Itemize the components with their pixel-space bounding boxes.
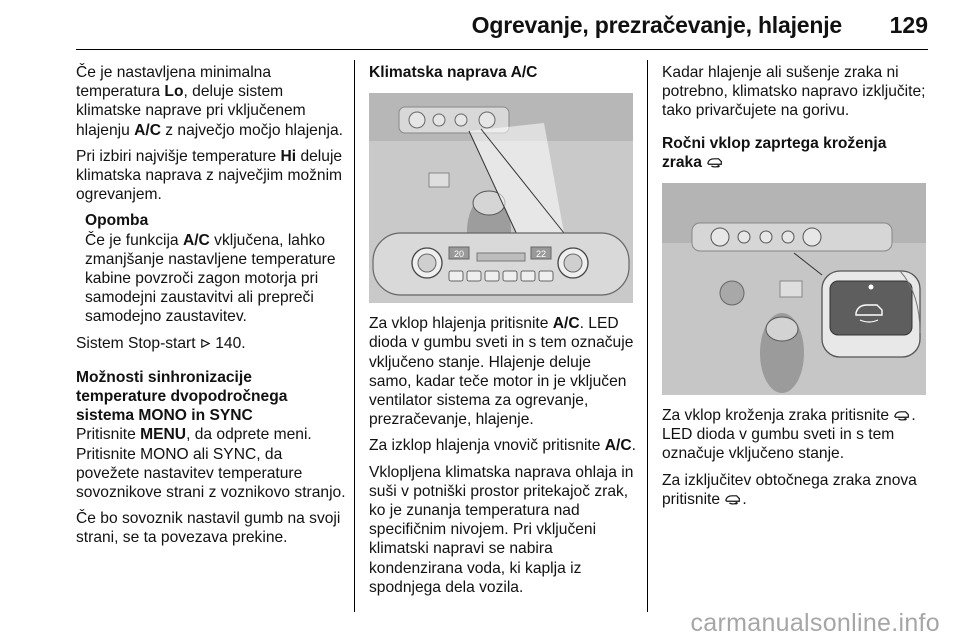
- section-heading-sync: Možnosti sinhronizacije temperature dvopodročnega sistema MONO in SYNC: [76, 368, 288, 425]
- paragraph-ac-off: [369, 436, 637, 455]
- text: Za vklop hlajenja pritisnite: [369, 315, 553, 333]
- text-ac: A/C: [134, 121, 161, 139]
- page-header: [0, 0, 960, 52]
- column-divider: [647, 60, 648, 612]
- text-ac: A/C: [552, 315, 580, 333]
- text: Sistem Stop-start: [76, 334, 200, 352]
- section-heading-recirculation: [662, 134, 930, 172]
- paragraph-menu: [76, 425, 346, 502]
- text-hi: Hi: [280, 147, 297, 165]
- page-number: 129: [889, 12, 928, 38]
- column-divider: [354, 60, 355, 612]
- paragraph-save-fuel: Kadar hlajenje ali sušenje zraka ni potrebno, klimatsko napravo izključite; tako privarčujete na gorivu.: [662, 64, 926, 120]
- right-temperature-display: 22: [535, 249, 547, 260]
- text: Za izključitev obtočnega zraka znova pritisnite: [662, 471, 917, 508]
- text-ac: A/C: [182, 231, 210, 249]
- column-3: [662, 63, 930, 516]
- column-1: [76, 63, 346, 555]
- text: , da odprete meni. Pritisnite MONO ali SYNC, da povežete nastavitev temperature sovoznikove strani z voznikovo stranjo.: [76, 426, 346, 502]
- text: Če je funkcija: [85, 231, 183, 249]
- text-lo: Lo: [164, 83, 184, 101]
- recirculation-icon: [706, 156, 724, 168]
- text: .: [742, 490, 747, 508]
- heading-text: Ročni vklop zaprtega kroženja zraka: [662, 134, 887, 171]
- text-page-ref: 140.: [210, 334, 246, 352]
- text: vključena, lahko zmanjšanje nastavljene temperature kabine povzroči zagon motorja pri samodejni zaustavitvi ali prepreči samodejno zaustavitev.: [85, 231, 336, 326]
- paragraph-min-temperature: [76, 63, 346, 140]
- climate-panel-illustration: [369, 93, 633, 303]
- text: Za vklop kroženja zraka pritisnite: [662, 407, 894, 425]
- text: Pri izbiri najvišje temperature: [76, 147, 281, 165]
- text: Za izklop hlajenja vnovič pritisnite: [369, 437, 605, 455]
- text-menu: MENU: [140, 426, 187, 444]
- text: . LED dioda v gumbu sveti in s tem označuje vključeno stanje.: [662, 407, 916, 463]
- column-2: [369, 63, 637, 604]
- recirculation-icon: [724, 493, 742, 505]
- paragraph-passenger: Če bo sovoznik nastavil gumb na svoji strani, se ta povezava prekine.: [76, 510, 341, 547]
- recirculation-button-illustration: [662, 183, 926, 395]
- note-title: Opomba: [85, 212, 149, 230]
- text: Če je nastavljena minimalna temperatura: [76, 64, 272, 101]
- paragraph-recirculation-off: [662, 471, 930, 509]
- paragraph-recirculation-on: [662, 406, 930, 464]
- left-temperature-display: 20: [453, 249, 465, 260]
- text: Pritisnite: [76, 426, 141, 444]
- text: deluje klimatska naprava z največjim možnim ogrevanjem.: [76, 147, 343, 204]
- text: .: [631, 437, 636, 455]
- note-block: [76, 211, 346, 326]
- page-title: Ogrevanje, prezračevanje, hlajenje: [471, 12, 842, 38]
- paragraph-ac-description: Vklopljena klimatska naprava ohlaja in suši v potniški prostor pritekajoč zrak, ko je zunanja temperatura nad specifičnim nivojem. Pri vključeni klimatski napravi se nabira kondenzirana voda, ki kaplja iz spodnjega dela vozila.: [369, 463, 634, 596]
- page-reference-arrow-icon: [200, 338, 211, 349]
- watermark: carmanualsonline.info: [690, 609, 940, 637]
- section-heading-ac: Klimatska naprava A/C: [369, 64, 538, 81]
- paragraph-ac-on: [369, 314, 637, 429]
- recirculation-icon: [893, 409, 911, 421]
- text: , deluje sistem klimatske naprave pri vključenem hlajenju: [76, 83, 306, 139]
- header-rule: [76, 49, 928, 50]
- text: z največjo močjo hlajenja.: [160, 121, 343, 139]
- paragraph-max-temperature: [76, 147, 346, 205]
- note-text: [85, 231, 346, 327]
- paragraph-stop-start-reference: [76, 334, 346, 353]
- text-ac: A/C: [604, 437, 632, 455]
- text: . LED dioda v gumbu sveti in s tem označuje vključeno stanje. Hlajenje deluje samo, kadar teče motor in je vključen ventilator sistema za ogrevanje, prezračevanje, hlajenje.: [369, 315, 634, 429]
